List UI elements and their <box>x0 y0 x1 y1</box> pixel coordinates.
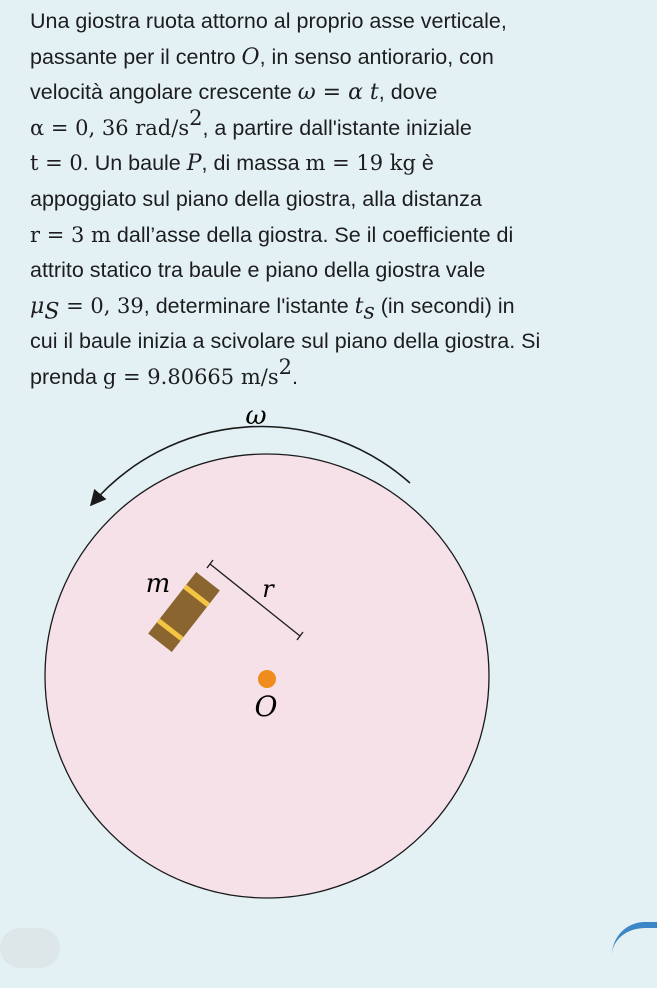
problem-line-6 <box>30 182 650 218</box>
problem-line-10 <box>30 324 650 360</box>
angular-acceleration-formula: α = 0, 36 rad/s <box>30 115 190 140</box>
omega-label: ω <box>245 401 267 431</box>
scroll-edge-left <box>0 928 60 968</box>
problem-text-segment: . <box>291 364 298 389</box>
problem-text <box>30 4 650 396</box>
problem-line-7 <box>30 218 650 254</box>
problem-text-segment: prenda <box>30 364 103 389</box>
problem-text-segment: appoggiato sul piano della giostra, alla distanza <box>30 186 482 211</box>
subscript: s <box>363 299 375 325</box>
problem-text-segment: velocità angolare crescente <box>30 80 298 105</box>
problem-text-segment: , in senso antiorario, con <box>259 44 494 69</box>
exponent: 2 <box>278 354 292 379</box>
problem-text-segment: , di massa <box>201 151 306 176</box>
problem-line-8 <box>30 253 650 289</box>
problem-text-segment: Una giostra ruota attorno al proprio asse verticale, <box>30 9 507 33</box>
initial-time-formula: t = 0 <box>30 151 83 176</box>
problem-line-5 <box>30 146 650 182</box>
mass-label: m <box>145 569 171 599</box>
problem-line-11 <box>30 354 650 396</box>
problem-text-segment: (in secondi) in <box>374 293 515 318</box>
mass-formula: m = 19 kg <box>305 151 416 176</box>
problem-line-3 <box>30 75 650 111</box>
exponent: 2 <box>189 105 203 130</box>
center-dot <box>258 670 276 688</box>
problem-text-segment: passante per il centro <box>30 44 242 69</box>
problem-text-segment: attrito statico tra baule e piano della giostra vale <box>30 258 486 283</box>
problem-line-9 <box>30 289 650 325</box>
gravity-formula: g = 9.80665 m/s <box>102 364 279 389</box>
friction-coefficient-value: = 0, 39 <box>59 293 144 318</box>
time-symbol: t <box>354 293 364 319</box>
problem-text-segment: . Un baule <box>82 151 187 176</box>
radius-label: r <box>262 575 274 603</box>
trunk-symbol: P <box>186 151 202 177</box>
problem-text-segment: , determinare l'istante <box>143 293 355 318</box>
problem-line-2 <box>30 40 650 76</box>
subscript: S <box>44 299 60 325</box>
problem-text-segment: cui il baule inizia a scivolare sul piano della giostra. Si <box>30 329 541 354</box>
radius-formula: r = 3 m <box>30 222 111 247</box>
friction-coefficient-symbol: μ <box>30 293 45 319</box>
angular-velocity-formula: ω = α t <box>297 80 379 106</box>
problem-text-segment: , dove <box>378 80 438 105</box>
problem-line-4 <box>30 105 650 147</box>
problem-text-segment: dall’asse della giostra. Se il coefficiente di <box>110 222 514 247</box>
problem-line-1 <box>30 4 650 40</box>
problem-text-segment: è <box>415 151 434 176</box>
problem-text-segment: , a partire dall'istante iniziale <box>202 115 472 140</box>
center-label: O <box>254 690 278 723</box>
center-symbol: O <box>241 44 260 70</box>
carousel-diagram <box>0 395 657 940</box>
